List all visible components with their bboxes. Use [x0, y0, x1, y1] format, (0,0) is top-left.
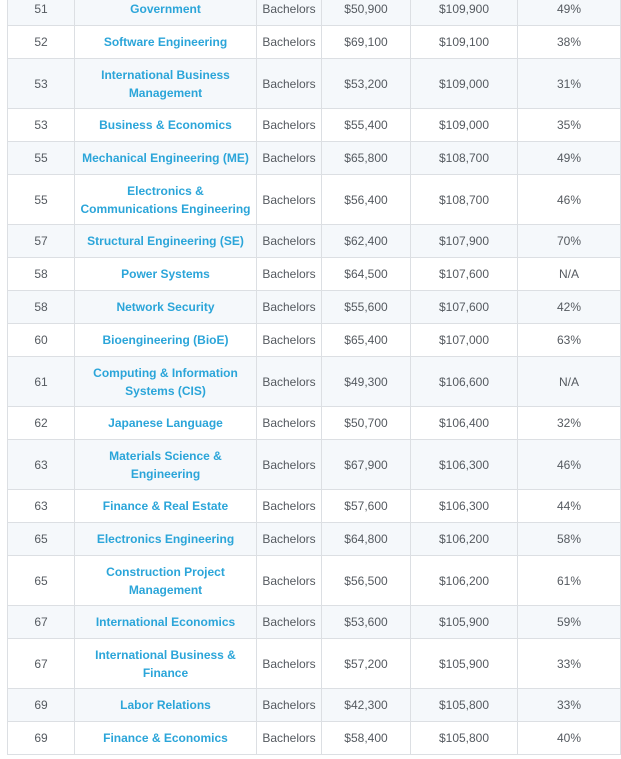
major-cell: [75, 59, 257, 109]
rank-cell: 61: [8, 357, 75, 407]
major-link[interactable]: Bioengineering (BioE): [102, 333, 229, 347]
major-cell: [75, 606, 257, 639]
major-link[interactable]: Power Systems: [121, 267, 210, 281]
table-row: [8, 689, 621, 722]
mid-career-pay-cell: $105,900: [411, 639, 518, 689]
degree-type-cell: Bachelors: [257, 59, 322, 109]
high-meaning-cell: 61%: [518, 556, 621, 606]
major-link[interactable]: Business & Economics: [99, 118, 232, 132]
rank-cell: 65: [8, 556, 75, 606]
high-meaning-cell: 70%: [518, 225, 621, 258]
mid-career-pay-cell: $109,000: [411, 59, 518, 109]
degree-type-cell: Bachelors: [257, 142, 322, 175]
table-row: [8, 490, 621, 523]
degree-type-cell: Bachelors: [257, 175, 322, 225]
early-career-pay-cell: $53,600: [322, 606, 411, 639]
high-meaning-cell: 58%: [518, 523, 621, 556]
early-career-pay-cell: $56,400: [322, 175, 411, 225]
major-cell: [75, 109, 257, 142]
degree-type-cell: Bachelors: [257, 291, 322, 324]
mid-career-pay-cell: $108,700: [411, 175, 518, 225]
table-row: [8, 556, 621, 606]
early-career-pay-cell: $64,800: [322, 523, 411, 556]
degree-type-cell: Bachelors: [257, 225, 322, 258]
high-meaning-cell: 49%: [518, 142, 621, 175]
major-link[interactable]: Finance & Real Estate: [102, 499, 229, 513]
table-row: [8, 291, 621, 324]
major-link[interactable]: Network Security: [116, 300, 215, 314]
rank-cell: 57: [8, 225, 75, 258]
mid-career-pay-cell: $105,900: [411, 606, 518, 639]
major-cell: [75, 357, 257, 407]
major-cell: [75, 440, 257, 490]
mid-career-pay-cell: $105,800: [411, 722, 518, 755]
early-career-pay-cell: $56,500: [322, 556, 411, 606]
degree-type-cell: Bachelors: [257, 258, 322, 291]
major-cell: [75, 324, 257, 357]
rank-cell: 53: [8, 59, 75, 109]
major-cell: [75, 407, 257, 440]
table-row: [8, 0, 621, 26]
early-career-pay-cell: $55,600: [322, 291, 411, 324]
early-career-pay-cell: $69,100: [322, 26, 411, 59]
high-meaning-cell: 33%: [518, 689, 621, 722]
high-meaning-cell: N/A: [518, 357, 621, 407]
rank-cell: 60: [8, 324, 75, 357]
early-career-pay-cell: $65,400: [322, 324, 411, 357]
table-row: [8, 440, 621, 490]
rank-cell: 63: [8, 490, 75, 523]
major-cell: [75, 142, 257, 175]
mid-career-pay-cell: $107,600: [411, 291, 518, 324]
major-cell: [75, 175, 257, 225]
major-cell: [75, 0, 257, 26]
major-cell: [75, 26, 257, 59]
early-career-pay-cell: $55,400: [322, 109, 411, 142]
rank-cell: 55: [8, 175, 75, 225]
degree-type-cell: Bachelors: [257, 639, 322, 689]
degree-type-cell: Bachelors: [257, 556, 322, 606]
rank-cell: 51: [8, 0, 75, 26]
table-row: [8, 523, 621, 556]
high-meaning-cell: 40%: [518, 722, 621, 755]
table-row: [8, 639, 621, 689]
mid-career-pay-cell: $106,600: [411, 357, 518, 407]
high-meaning-cell: N/A: [518, 258, 621, 291]
major-link[interactable]: Electronics Engineering: [96, 532, 235, 546]
table-row: [8, 722, 621, 755]
major-link[interactable]: Mechanical Engineering (ME): [82, 151, 249, 165]
early-career-pay-cell: $57,200: [322, 639, 411, 689]
major-link[interactable]: Construction Project Management: [106, 564, 225, 597]
early-career-pay-cell: $64,500: [322, 258, 411, 291]
mid-career-pay-cell: $109,100: [411, 26, 518, 59]
rank-cell: 62: [8, 407, 75, 440]
rank-cell: 58: [8, 258, 75, 291]
early-career-pay-cell: $50,900: [322, 0, 411, 26]
table-row: [8, 225, 621, 258]
degree-type-cell: Bachelors: [257, 722, 322, 755]
major-cell: [75, 490, 257, 523]
early-career-pay-cell: $53,200: [322, 59, 411, 109]
major-link[interactable]: Electronics & Communications Engineering: [80, 183, 251, 216]
early-career-pay-cell: $67,900: [322, 440, 411, 490]
mid-career-pay-cell: $109,000: [411, 109, 518, 142]
table-row: [8, 59, 621, 109]
mid-career-pay-cell: $106,300: [411, 490, 518, 523]
high-meaning-cell: 33%: [518, 639, 621, 689]
rank-cell: 52: [8, 26, 75, 59]
rank-cell: 55: [8, 142, 75, 175]
high-meaning-cell: 49%: [518, 0, 621, 26]
major-cell: [75, 689, 257, 722]
mid-career-pay-cell: $106,300: [411, 440, 518, 490]
degree-type-cell: Bachelors: [257, 689, 322, 722]
mid-career-pay-cell: $106,200: [411, 523, 518, 556]
table-row: [8, 606, 621, 639]
high-meaning-cell: 46%: [518, 440, 621, 490]
table-body: [8, 0, 621, 755]
major-cell: [75, 291, 257, 324]
major-cell: [75, 556, 257, 606]
high-meaning-cell: 35%: [518, 109, 621, 142]
major-link[interactable]: Japanese Language: [108, 416, 223, 430]
major-cell: [75, 639, 257, 689]
mid-career-pay-cell: $109,900: [411, 0, 518, 26]
high-meaning-cell: 44%: [518, 490, 621, 523]
high-meaning-cell: 63%: [518, 324, 621, 357]
major-link[interactable]: Materials Science & Engineering: [109, 448, 222, 481]
mid-career-pay-cell: $107,600: [411, 258, 518, 291]
early-career-pay-cell: $50,700: [322, 407, 411, 440]
salary-ranking-table: [7, 0, 621, 755]
rank-cell: 69: [8, 722, 75, 755]
early-career-pay-cell: $62,400: [322, 225, 411, 258]
mid-career-pay-cell: $106,200: [411, 556, 518, 606]
major-link[interactable]: Software Engineering: [103, 35, 228, 49]
major-cell: [75, 722, 257, 755]
high-meaning-cell: 59%: [518, 606, 621, 639]
high-meaning-cell: 46%: [518, 175, 621, 225]
major-link[interactable]: International Business Management: [101, 67, 230, 100]
table-row: [8, 258, 621, 291]
major-link[interactable]: Structural Engineering (SE): [87, 234, 244, 248]
table-row: [8, 407, 621, 440]
major-link[interactable]: Government: [130, 2, 201, 16]
mid-career-pay-cell: $107,000: [411, 324, 518, 357]
rank-cell: 53: [8, 109, 75, 142]
major-cell: [75, 523, 257, 556]
degree-type-cell: Bachelors: [257, 440, 322, 490]
table-row: [8, 324, 621, 357]
major-link[interactable]: Finance & Economics: [103, 731, 228, 745]
early-career-pay-cell: $42,300: [322, 689, 411, 722]
degree-type-cell: Bachelors: [257, 26, 322, 59]
rank-cell: 65: [8, 523, 75, 556]
major-link[interactable]: International Economics: [95, 615, 236, 629]
mid-career-pay-cell: $108,700: [411, 142, 518, 175]
rank-cell: 67: [8, 606, 75, 639]
early-career-pay-cell: $57,600: [322, 490, 411, 523]
rank-cell: 69: [8, 689, 75, 722]
rank-cell: 67: [8, 639, 75, 689]
rank-cell: 63: [8, 440, 75, 490]
early-career-pay-cell: $58,400: [322, 722, 411, 755]
major-link[interactable]: International Business & Finance: [95, 647, 236, 680]
high-meaning-cell: 38%: [518, 26, 621, 59]
degree-type-cell: Bachelors: [257, 606, 322, 639]
table-row: [8, 175, 621, 225]
high-meaning-cell: 31%: [518, 59, 621, 109]
major-link[interactable]: Labor Relations: [120, 698, 211, 712]
degree-type-cell: Bachelors: [257, 109, 322, 142]
table-row: [8, 357, 621, 407]
mid-career-pay-cell: $107,900: [411, 225, 518, 258]
mid-career-pay-cell: $105,800: [411, 689, 518, 722]
major-link[interactable]: Computing & Information Systems (CIS): [93, 365, 238, 398]
high-meaning-cell: 32%: [518, 407, 621, 440]
degree-type-cell: Bachelors: [257, 0, 322, 26]
degree-type-cell: Bachelors: [257, 490, 322, 523]
table-row: [8, 142, 621, 175]
degree-type-cell: Bachelors: [257, 523, 322, 556]
degree-type-cell: Bachelors: [257, 357, 322, 407]
degree-type-cell: Bachelors: [257, 324, 322, 357]
high-meaning-cell: 42%: [518, 291, 621, 324]
early-career-pay-cell: $65,800: [322, 142, 411, 175]
major-cell: [75, 258, 257, 291]
major-cell: [75, 225, 257, 258]
mid-career-pay-cell: $106,400: [411, 407, 518, 440]
table-row: [8, 109, 621, 142]
early-career-pay-cell: $49,300: [322, 357, 411, 407]
rank-cell: 58: [8, 291, 75, 324]
table-row: [8, 26, 621, 59]
degree-type-cell: Bachelors: [257, 407, 322, 440]
